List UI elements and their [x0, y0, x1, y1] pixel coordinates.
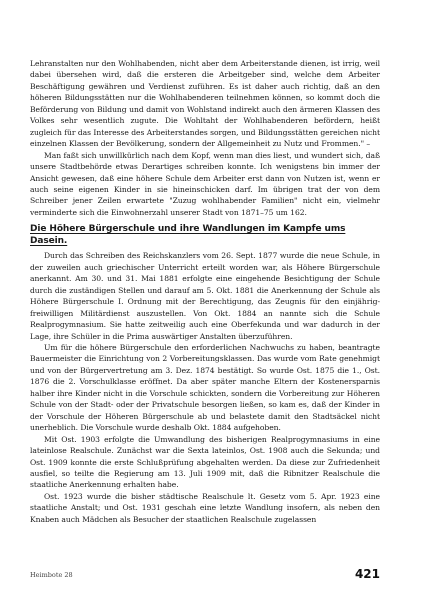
paragraph: Man faßt sich unwillkürlich nach dem Kopf, wenn man dies liest, und wundert sich, daß unsere Stadtbehörde etwas Derartiges schreiben konnte. Ich wenigstens bin immer der Ansicht gewesen, daß eine höhere Schule dem Arbeiter erst dann von Nutzen ist, wenn er auch seine eigenen Kinder in sie hineinschicken darf. Im übrigen trat der von dem Schreiber jener Zeilen erwartete "Zuzug wohlhabender Familien" nicht ein, vielmehr verminderte sich die Einwohnerzahl unserer Stadt von 1871–75 um 162.: [30, 150, 380, 217]
paragraph: Mit Ost. 1903 erfolgte die Umwandlung des bisherigen Realprogymnasiums in eine lateinlose Realschule. Zunächst war die Sexta lateinlos, Ost. 1908 auch die Sekunda; und Ost. 1909 konnte die erste Schlußprüfung abgehalten werden. Da diese zur Zufriedenheit ausfiel, so teilte die Regierung am 13. Juli 1909 mit, daß die Ribnitzer Realschule die staatliche Anerkennung erhalten habe.: [30, 434, 380, 490]
paragraph: Lehranstalten nur den Wohlhabenden, nicht aber dem Arbeiterstande dienen, ist irrig, weil dabei übersehen wird, daß die ersteren die Arbeitgeber sind, welche dem Arbeiter Beschäftigung gewähren und Verdienst zuführen. Es ist daher auch richtig, daß an den höheren Bildungsstätten nur die Wohlhabenderen teilnehmen können, so kommt doch die Beförderung von Bildung und damit von Wohlstand indirekt auch den ärmeren Klassen des Volkes sehr wesentlich zugute. Die Wohltaht der Wohlhabenderen befördern, heißt zugleich für das Interesse des Arbeiterstandes sorgen, und Bildungsstätten gereichen nicht einzelnen Klassen der Bevölkerung, sondern der Allgemeinheit zu Nutz und Frommen." –: [30, 59, 380, 149]
paragraph: Durch das Schreiben des Reichskanzlers vom 26. Sept. 1877 wurde die neue Schule, in der zuweilen auch griechischer Unterricht erteilt worden war, als Höhere Bürgerschule anerkannt. Am 30. und 31. Mai 1881 erfolgte eine eingehende Besichtigung der Schule durch die zuständigen Stellen und darauf am 5. Okt. 1881 die Anerkennung der Schule als Höhere Bürgerschule I. Ordnung mit der Berechtigung, das Zeugnis für den einjährig-freiwilligen Militärdienst auszustellen. Von Okt. 1884 an nannte sich die Schule Realprogymnasium. Sie hatte zeitweilig auch eine Oberfekunda und war dadurch in der Lage, ihre Schüler in die Prima auswärtiger Anstalten überzuführen.: [30, 251, 380, 341]
paragraph: Ost. 1923 wurde die bisher städtische Realschule lt. Gesetz vom 5. Apr. 1923 eine staatliche Anstalt; und Ost. 1931 geschah eine letzte Wandlung insofern, als neben den Knaben auch Mädchen als Besucher der staatlichen Realschule zugelassen: [30, 491, 380, 524]
paragraph: Um für die höhere Bürgerschule den erforderlichen Nachwuchs zu haben, beantragte Bauermeister die Einrichtung von 2 Vorbereitungsklassen. Das wurde vom Rate genehmigt und von der Bürgervertretung am 3. Dez. 1874 bestätigt. So wurde Ost. 1875 die 1., Ost. 1876 die 2. Vorschulklasse eröffnet. Da aber später manche Eltern der Kostenersparnis halber ihre Kinder nicht in die Vorschule schickten, sondern die Vorbereitung zur Höheren Schule von der Stadt- oder der Privatschule besorgen ließen, so kam es, daß der Kinder in der Vorschule der Höheren Bürgerschule ab und belastete damit den Stadtsäckel nicht unerheblich. Die Vorschule wurde deshalb Okt. 1884 aufgehoben.: [30, 342, 380, 433]
page-number: 421: [354, 567, 380, 581]
footer-publication: Heimbote 28: [30, 571, 73, 579]
page-footer: [30, 567, 380, 581]
section-heading: Die Höhere Bürgerschule und ihre Wandlungen im Kampfe ums Dasein.: [30, 224, 346, 247]
body-text: [30, 58, 380, 525]
